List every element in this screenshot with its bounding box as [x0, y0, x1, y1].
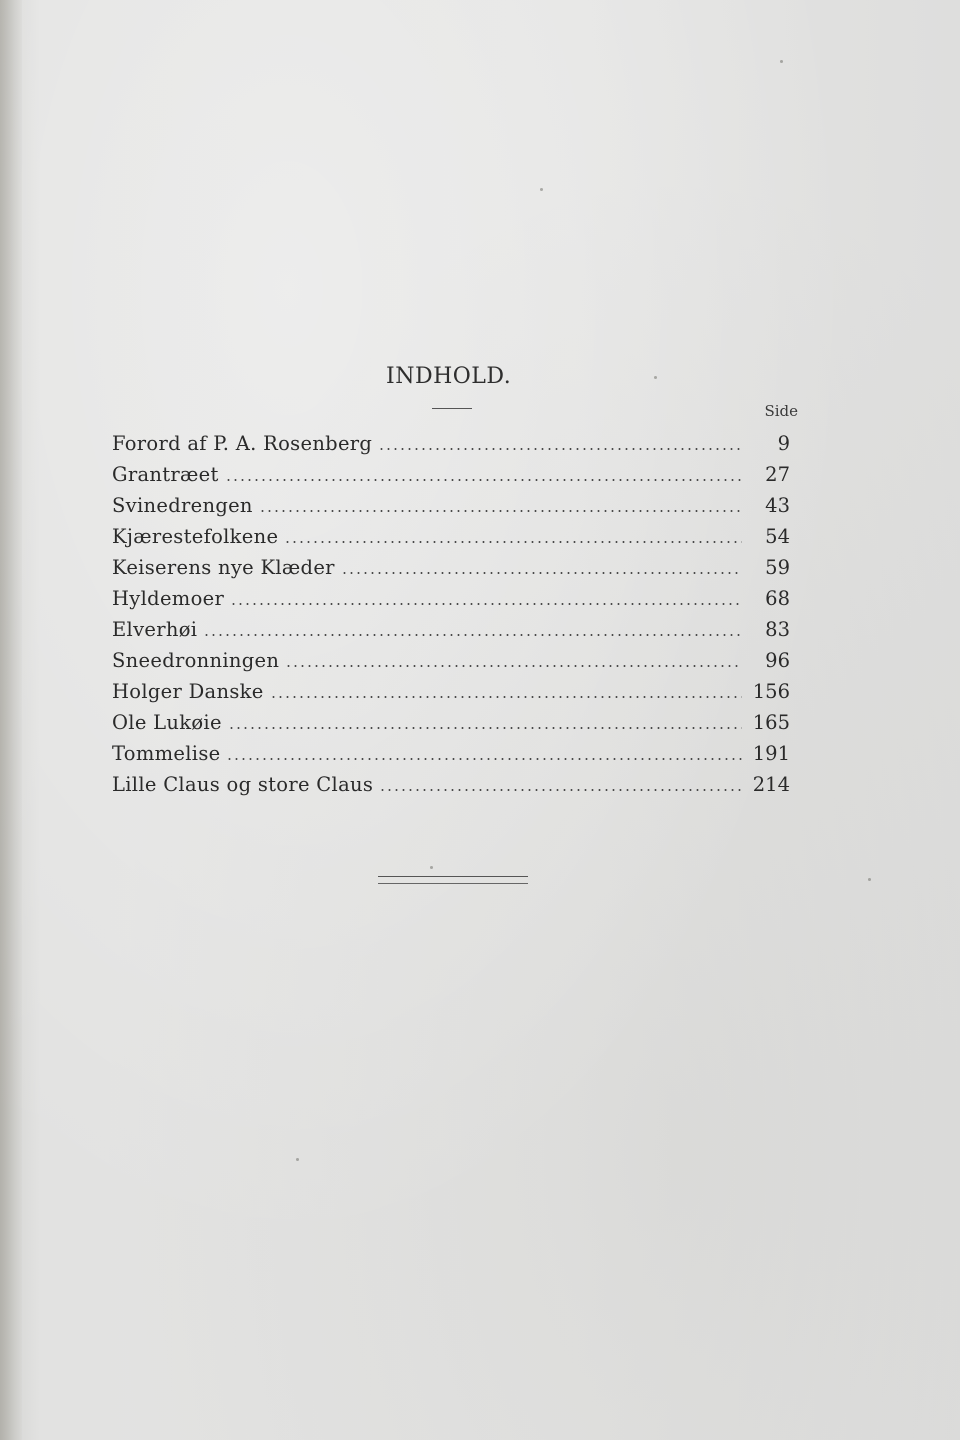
toc-entry-page: 43	[765, 494, 790, 517]
dot-leader	[226, 758, 742, 760]
toc-entry	[112, 548, 800, 579]
toc-entry-title: Svinedrengen	[112, 494, 253, 517]
dot-leader	[285, 665, 742, 667]
toc-entry	[112, 455, 800, 486]
toc-entry-page: 214	[752, 773, 790, 796]
toc-entry	[112, 579, 800, 610]
paper-speck	[540, 188, 543, 191]
toc-entry-title: Kjærestefolkene	[112, 525, 279, 548]
toc-entry-title: Keiserens nye Klæder	[112, 556, 335, 579]
toc-entry-page: 191	[752, 742, 790, 765]
paper-speck	[430, 866, 433, 869]
toc-entry-page: 54	[765, 525, 790, 548]
toc-entry-page: 27	[765, 463, 790, 486]
dot-leader	[203, 634, 742, 636]
table-of-contents	[112, 424, 800, 796]
toc-entry-title: Tommelise	[112, 742, 221, 765]
toc-entry-page: 83	[765, 618, 790, 641]
toc-entry-title: Holger Danske	[112, 680, 264, 703]
dot-leader	[259, 510, 742, 512]
dot-leader	[379, 789, 742, 791]
page-column-label: Side	[764, 402, 798, 420]
toc-entry	[112, 610, 800, 641]
ornamental-double-rule	[378, 876, 528, 884]
dot-leader	[228, 727, 742, 729]
toc-entry	[112, 641, 800, 672]
toc-entry-title: Ole Lukøie	[112, 711, 222, 734]
toc-entry-title: Forord af P. A. Rosenberg	[112, 432, 373, 455]
toc-entry-page: 165	[752, 711, 790, 734]
dot-leader	[270, 696, 742, 698]
toc-entry-title: Sneedronningen	[112, 649, 280, 672]
dot-leader	[341, 572, 742, 574]
toc-entry	[112, 672, 800, 703]
toc-entry	[112, 765, 800, 796]
toc-entry-title: Grantræet	[112, 463, 219, 486]
toc-entry-page: 96	[765, 649, 790, 672]
dot-leader	[230, 603, 742, 605]
toc-entry-page: 59	[765, 556, 790, 579]
paper-speck	[868, 878, 871, 881]
paper-speck	[654, 376, 657, 379]
toc-entry-title: Elverhøi	[112, 618, 198, 641]
dot-leader	[284, 541, 742, 543]
toc-entry	[112, 734, 800, 765]
toc-entry-title: Lille Claus og store Claus	[112, 773, 374, 796]
toc-entry	[112, 424, 800, 455]
dot-leader	[378, 448, 742, 450]
contents-heading: INDHOLD.	[386, 364, 512, 389]
toc-entry-title: Hyldemoer	[112, 587, 225, 610]
toc-entry-page: 9	[777, 432, 790, 455]
toc-entry-page: 156	[752, 680, 790, 703]
toc-entry	[112, 517, 800, 548]
paper-speck	[296, 1158, 299, 1161]
toc-entry	[112, 703, 800, 734]
toc-entry-page: 68	[765, 587, 790, 610]
dot-leader	[225, 479, 742, 481]
spine-edge	[0, 0, 22, 1440]
heading-rule	[432, 408, 472, 409]
paper-speck	[780, 60, 783, 63]
toc-entry	[112, 486, 800, 517]
